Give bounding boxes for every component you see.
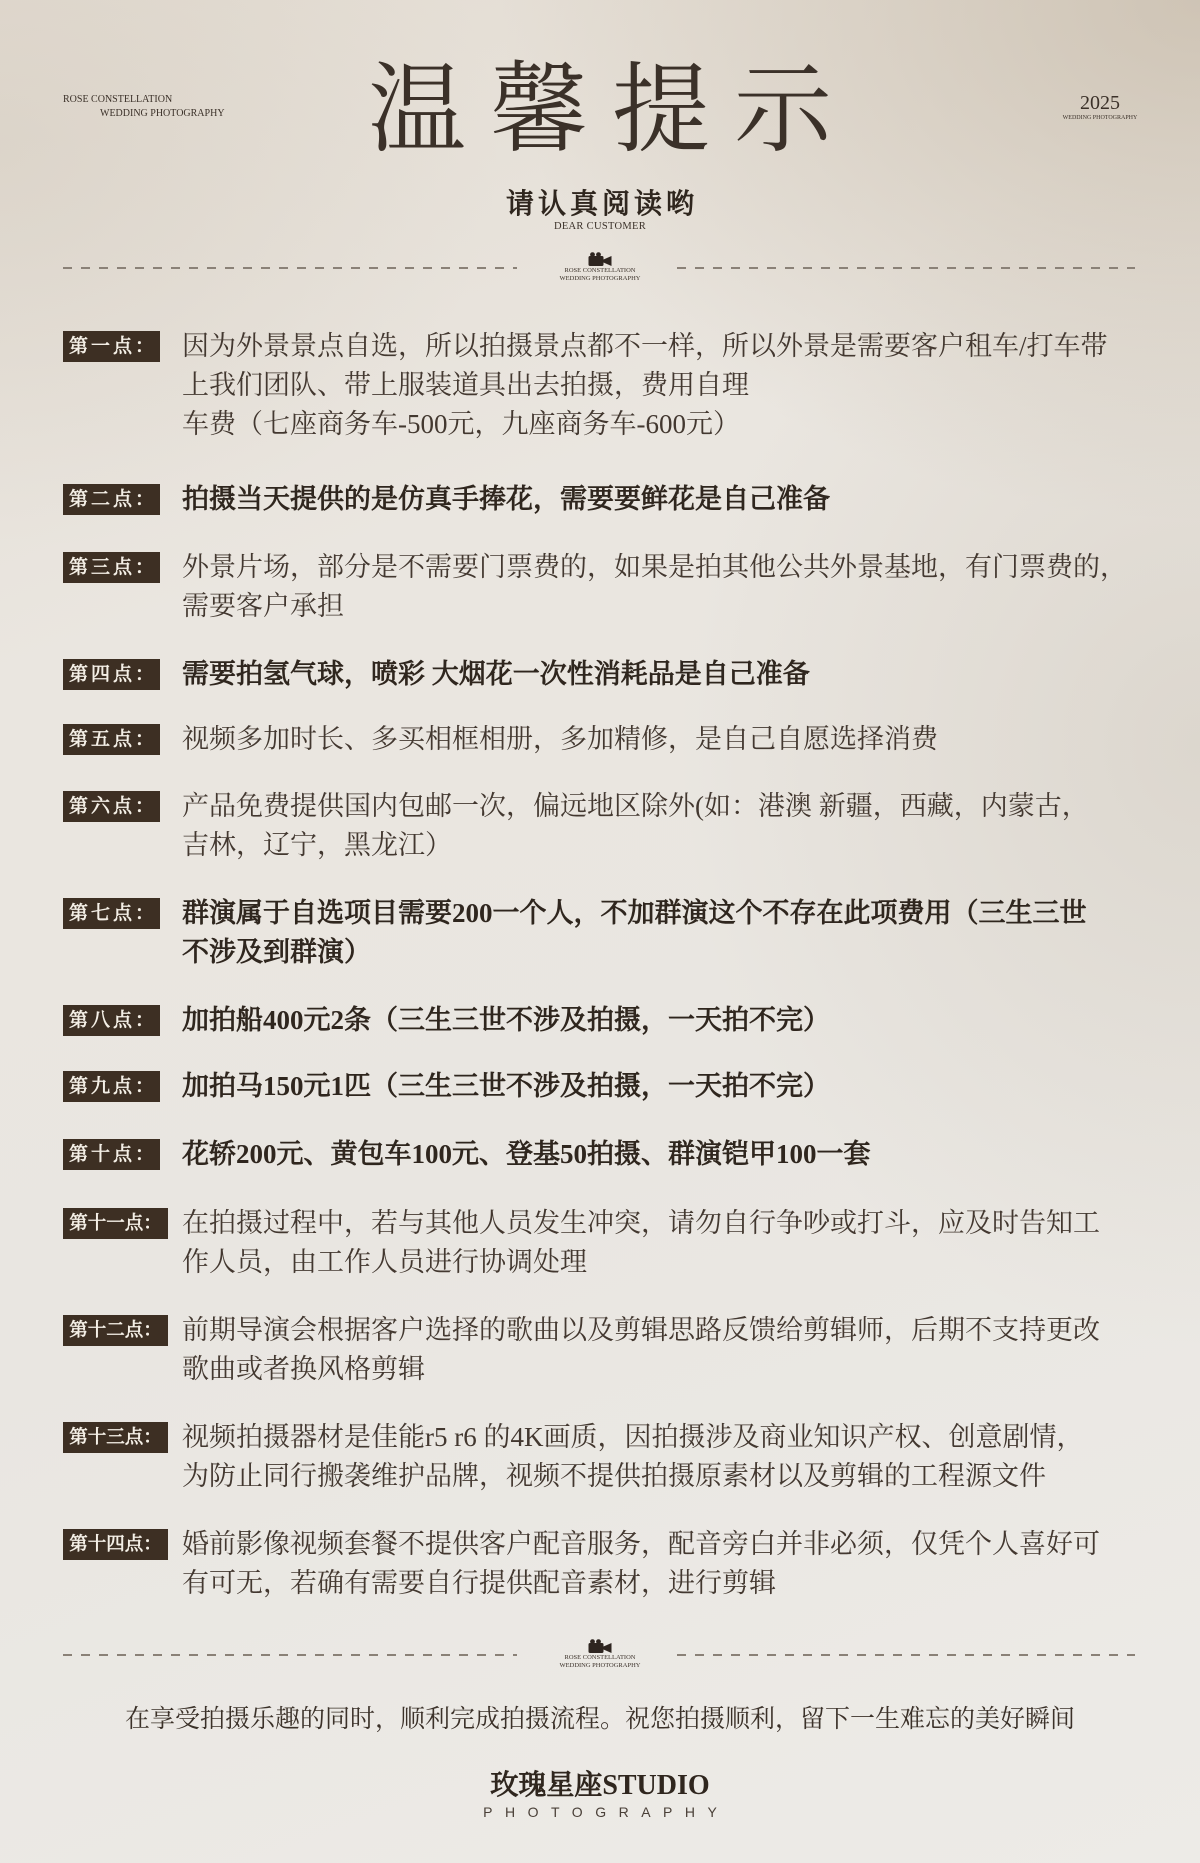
item-text-line: 加拍马150元1匹（三生三世不涉及拍摄，一天拍不完）: [182, 1071, 830, 1101]
item-text-line: 歌曲或者换风格剪辑: [182, 1354, 425, 1384]
item-text: [182, 894, 1087, 972]
item-text-line: 视频拍摄器材是佳能r5 r6 的4K画质，因拍摄涉及商业知识产权、创意剧情，: [182, 1422, 1084, 1452]
item-text-line: 拍摄当天提供的是仿真手捧花，需要要鲜花是自己准备: [182, 484, 830, 514]
item-text: [182, 1067, 830, 1106]
dashed-line-right: [677, 1654, 1135, 1656]
item-text-line: 婚前影像视频套餐不提供客户配音服务，配音旁白并非必须，仅凭个人喜好可: [182, 1529, 1100, 1559]
item-text-line: 车费（七座商务车-500元，九座商务车-600元）: [182, 409, 740, 439]
item-text-line: 外景片场，部分是不需要门票费的，如果是拍其他公共外景基地，有门票费的，: [182, 552, 1127, 582]
dashed-line-left: [63, 267, 517, 269]
item-text-line: 为防止同行搬袭维护品牌，视频不提供拍摄原素材以及剪辑的工程源文件: [182, 1461, 1046, 1491]
item-text: [182, 548, 1127, 626]
item-text-line: 视频多加时长、多买相框相册，多加精修，是自己自愿选择消费: [182, 724, 938, 754]
item-text-line: 在拍摄过程中，若与其他人员发生冲突，请勿自行争吵或打斗，应及时告知工: [182, 1208, 1100, 1238]
bottom-divider: [0, 1639, 1200, 1673]
page-subtitle-en: DEAR CUSTOMER: [553, 221, 647, 232]
item-text: [182, 787, 1089, 865]
page-title: 温馨提示: [367, 53, 856, 167]
item-label-badge: 第十一点：: [63, 1208, 168, 1239]
divider-logo-line1: ROSE CONSTELLATION: [564, 267, 636, 274]
item-label-badge: 第八点：: [63, 1005, 160, 1036]
item-text: [182, 720, 938, 759]
item-label-badge: 第十三点：: [63, 1422, 168, 1453]
video-camera-icon: [588, 1639, 612, 1654]
item-text-line: 群演属于自选项目需要200一个人，不加群演这个不存在此项费用（三生三世: [182, 898, 1087, 928]
item-text-line: 需要客户承担: [182, 591, 344, 621]
item-text-line: 需要拍氢气球，喷彩 大烟花一次性消耗品是自己准备: [182, 659, 810, 689]
dashed-line-right: [677, 267, 1135, 269]
page-subtitle: 请认真阅读哟: [505, 187, 698, 220]
item-label-badge: 第一点：: [63, 331, 160, 362]
item-text: [182, 1418, 1083, 1496]
item-label-badge: 第五点：: [63, 724, 160, 755]
item-text-line: 前期导演会根据客户选择的歌曲以及剪辑思路反馈给剪辑师，后期不支持更改: [182, 1315, 1100, 1345]
video-camera-icon: [588, 252, 612, 267]
item-text-line: 吉林，辽宁，黑龙江）: [182, 830, 452, 860]
divider-logo-line2: WEDDING PHOTOGRAPHY: [559, 275, 641, 282]
item-text: [182, 1001, 830, 1040]
item-text: [182, 327, 1108, 444]
item-text: [182, 480, 830, 519]
item-text: [182, 1135, 871, 1174]
item-text-line: 产品免费提供国内包邮一次，偏远地区除外(如：港澳 新疆，西藏，内蒙古，: [182, 791, 1089, 821]
brand-left-line1: ROSE CONSTELLATION: [63, 94, 173, 105]
item-text: [182, 1525, 1100, 1603]
top-divider: [0, 252, 1200, 286]
item-text: [182, 1311, 1100, 1389]
item-label-badge: 第四点：: [63, 659, 160, 690]
footer-message: 在享受拍摄乐趣的同时，顺利完成拍摄流程。祝您拍摄顺利，留下一生难忘的美好瞬间: [124, 1706, 1075, 1733]
item-label-badge: 第十二点：: [63, 1315, 168, 1346]
divider-logo-line2: WEDDING PHOTOGRAPHY: [559, 1662, 641, 1669]
divider-logo: [540, 252, 660, 283]
item-label-badge: 第十四点：: [63, 1529, 168, 1560]
item-text-line: 作人员，由工作人员进行协调处理: [182, 1247, 587, 1277]
item-label-badge: 第七点：: [63, 898, 160, 929]
item-label-badge: 第九点：: [63, 1071, 160, 1102]
item-text: [182, 1204, 1100, 1282]
year-label: 2025: [1080, 92, 1120, 114]
studio-caption: PHOTOGRAPHY: [483, 1804, 730, 1820]
item-text-line: 加拍船400元2条（三生三世不涉及拍摄，一天拍不完）: [182, 1005, 830, 1035]
item-text-line: 花轿200元、黄包车100元、登基50拍摄、群演铠甲100一套: [182, 1139, 871, 1169]
divider-logo: [540, 1639, 660, 1670]
item-text-line: 有可无，若确有需要自行提供配音素材，进行剪辑: [182, 1568, 776, 1598]
divider-logo-line1: ROSE CONSTELLATION: [564, 1654, 636, 1661]
dashed-line-left: [63, 1654, 517, 1656]
item-label-badge: 第二点：: [63, 484, 160, 515]
item-text-line: 上我们团队、带上服装道具出去拍摄，费用自理: [182, 370, 749, 400]
item-text-line: 不涉及到群演）: [182, 937, 371, 967]
item-text-line: 因为外景景点自选，所以拍摄景点都不一样，所以外景是需要客户租车/打车带: [182, 331, 1108, 361]
item-label-badge: 第三点：: [63, 552, 160, 583]
year-caption: WEDDING PHOTOGRAPHY: [1062, 115, 1138, 121]
brand-left-line2: WEDDING PHOTOGRAPHY: [100, 108, 225, 119]
item-label-badge: 第六点：: [63, 791, 160, 822]
item-label-badge: 第十点：: [63, 1139, 160, 1170]
item-text: [182, 655, 810, 694]
studio-name: 玫瑰星座STUDIO: [490, 1770, 710, 1801]
